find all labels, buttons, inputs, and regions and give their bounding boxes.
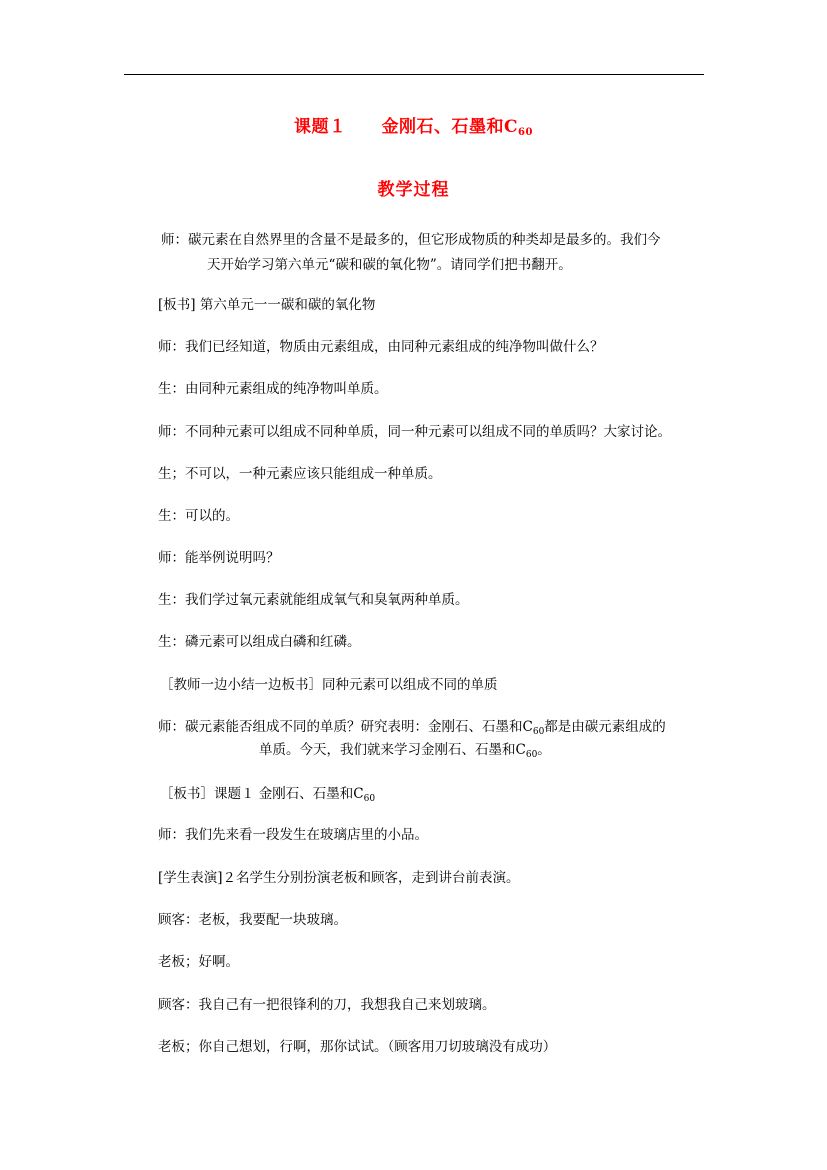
paragraph-line: 顾客：我自己有一把很锋利的刀，我想我自己来划玻璃。 bbox=[158, 997, 496, 1013]
text-run: 单质。今天，我们就来学习金刚石、石墨和 bbox=[259, 742, 516, 758]
paragraph-line bbox=[158, 718, 666, 741]
paragraph-line: 顾客：老板，我要配一块玻璃。 bbox=[158, 912, 347, 928]
paragraph-line: 生；不可以，一种元素应该只能组成一种单质。 bbox=[158, 466, 442, 482]
text-run: ［板书］课题１ 金刚石、石墨和 bbox=[160, 786, 354, 802]
formula-subscript: 60 bbox=[525, 750, 538, 760]
section-heading: 教学过程 bbox=[377, 180, 450, 200]
paragraph-line: 师：我们先来看一段发生在玻璃店里的小品。 bbox=[158, 827, 428, 843]
formula-subscript: 60 bbox=[363, 794, 376, 804]
title-formula-subscript: 60 bbox=[518, 127, 533, 138]
paragraph-line: 师：碳元素在自然界里的含量不是最多的，但它形成物质的种类却是最多的。我们今 bbox=[161, 232, 661, 248]
paragraph-line: 生：由同种元素组成的纯净物叫单质。 bbox=[158, 381, 388, 397]
lesson-title-text: 课题１ 金刚石、石墨和 bbox=[294, 117, 505, 137]
formula-c: C bbox=[522, 719, 533, 735]
text-run: 。 bbox=[537, 742, 551, 758]
text-run: 都是由碳元素组成的 bbox=[544, 719, 666, 735]
formula-c: C bbox=[515, 742, 526, 758]
paragraph-line: 师：我们已经知道，物质由元素组成，由同种元素组成的纯净物叫做什么？ bbox=[158, 339, 604, 355]
paragraph-line: [板书] 第六单元一一碳和碳的氧化物 bbox=[158, 297, 376, 313]
lesson-title bbox=[0, 112, 827, 138]
paragraph-line: 师：不同种元素可以组成不同种单质，同一种元素可以组成不同的单质吗？大家讨论。 bbox=[158, 424, 671, 440]
formula-c: C bbox=[353, 786, 364, 802]
paragraph-line: 天开始学习第六单元“碳和碳的氧化物”。请同学们把书翻开。 bbox=[207, 257, 572, 273]
paragraph-line: 老板；好啊。 bbox=[158, 954, 239, 970]
paragraph-line: [学生表演]２名学生分别扮演老板和顾客，走到讲台前表演。 bbox=[158, 870, 520, 886]
paragraph-line: 生：可以的。 bbox=[158, 508, 239, 524]
title-formula: C bbox=[504, 117, 519, 137]
paragraph-line bbox=[259, 741, 551, 764]
text-run: 师：碳元素能否组成不同的单质？研究表明：金刚石、石墨和 bbox=[158, 719, 523, 735]
paragraph-line: 生：磷元素可以组成白磷和红磷。 bbox=[158, 634, 361, 650]
formula-subscript: 60 bbox=[532, 727, 545, 737]
paragraph-line bbox=[160, 785, 375, 808]
paragraph-line: ［教师一边小结一边板书］同种元素可以组成不同的单质 bbox=[160, 677, 498, 693]
header-rule bbox=[124, 74, 704, 75]
paragraph-line: 生：我们学过氧元素就能组成氧气和臭氧两种单质。 bbox=[158, 592, 469, 608]
paragraph-line: 师：能举例说明吗？ bbox=[158, 550, 280, 566]
paragraph-line: 老板；你自己想划，行啊，那你试试。（顾客用刀切玻璃没有成功） bbox=[158, 1039, 557, 1055]
